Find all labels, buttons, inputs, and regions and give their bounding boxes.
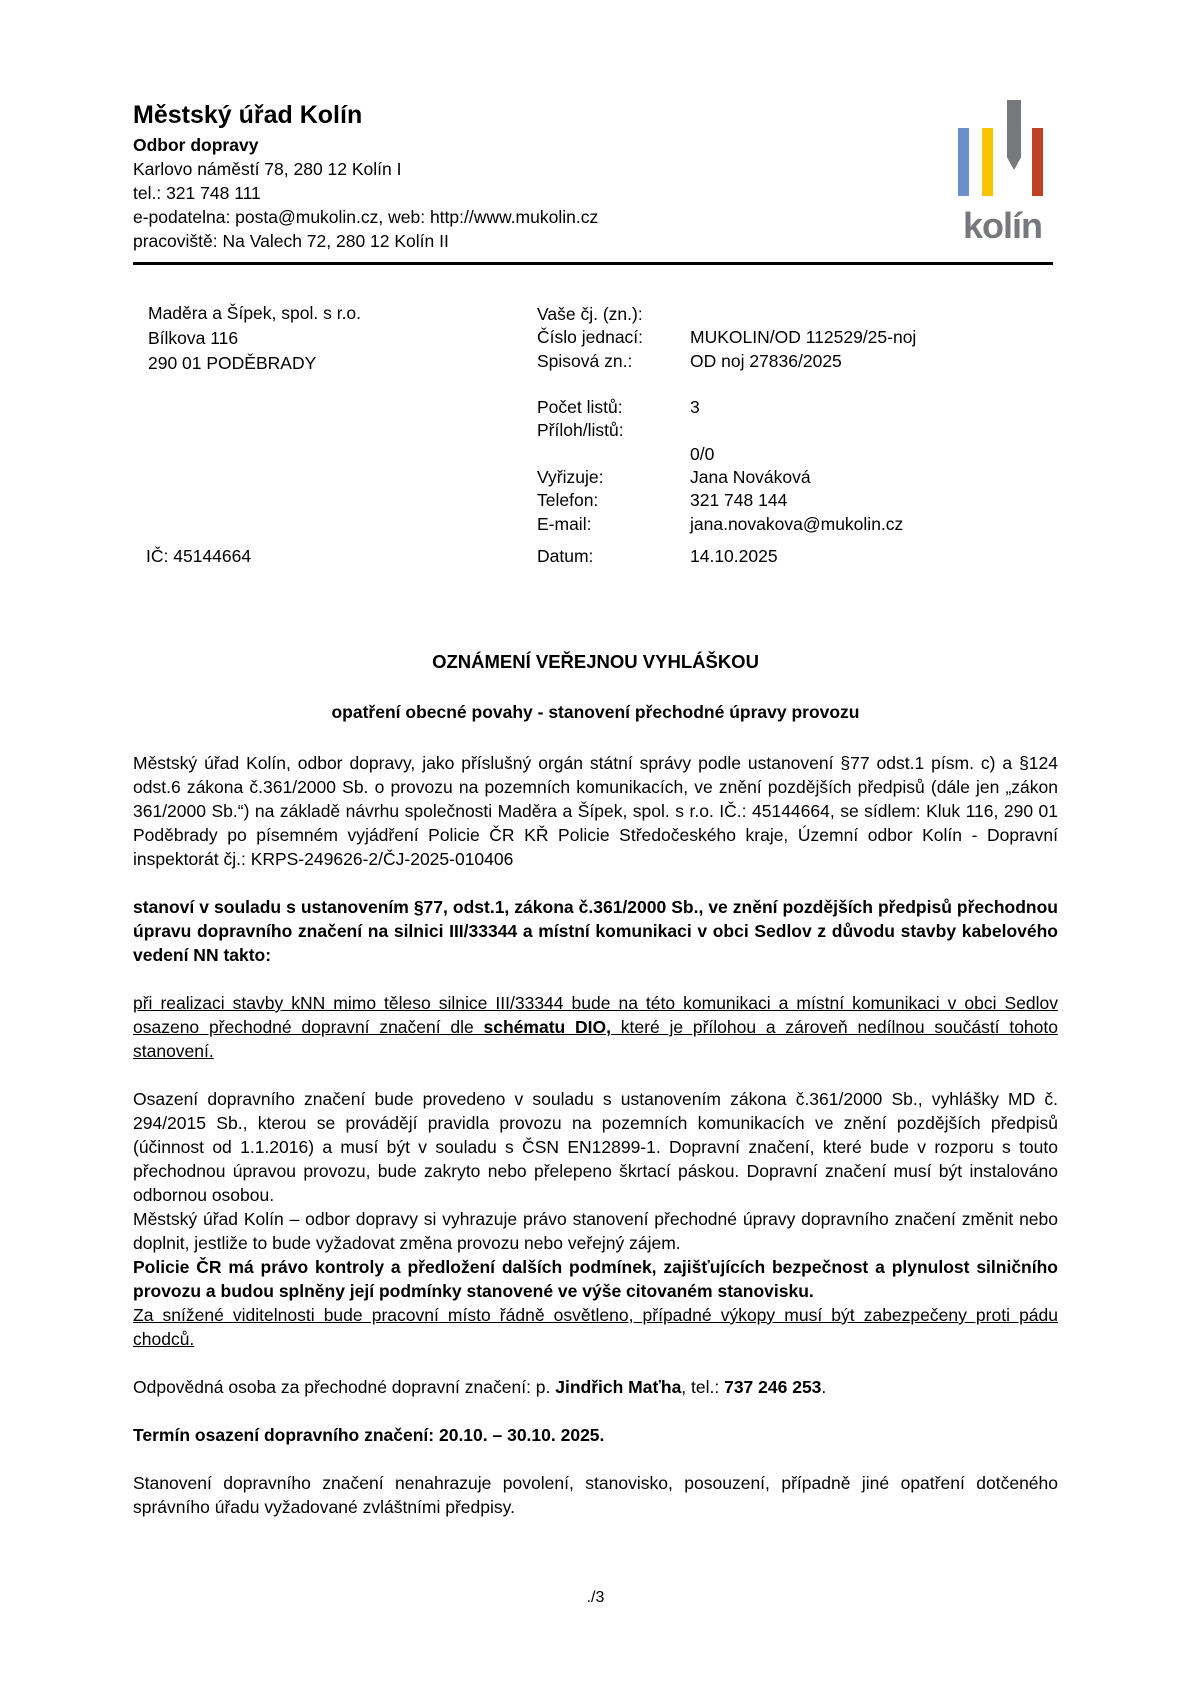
notice-body (133, 650, 1058, 1543)
company-id: IČ: 45144664 (146, 546, 252, 566)
responsible-person-line (133, 1375, 1058, 1399)
reference-label: Telefon: (537, 490, 599, 511)
reference-label (537, 373, 690, 396)
reference-row (537, 373, 916, 396)
reference-value: 321 748 144 (690, 490, 788, 511)
recipient-line: Maděra a Šípek, spol. s r.o. (148, 303, 362, 323)
responsible-person-text: , tel.: (681, 1377, 725, 1397)
logo-bar-blue (958, 128, 969, 196)
paragraph-dio-text: při realizaci stavby kNN mimo těleso silnice III/33344 bude na této komunikaci a místní komunikaci v obci Sedlov osazeno přechodné dopravní značení dle (133, 993, 1058, 1037)
responsible-person-text: . (821, 1377, 827, 1397)
reference-value: MUKOLIN/OD 112529/25-noj (690, 327, 917, 348)
date-value: 14.10.2025 (690, 546, 778, 566)
recipient-block (148, 301, 361, 376)
paragraph-conditions: Osazení dopravního značení bude provedeno v souladu s ustanovením zákona č.361/2000 Sb., vyhlášky MD č. 294/2015 Sb., kterou se provádějí pravidla provozu na pozemních komunikacích ve znění pozdějších předpisů (účinnost od 1.1.2016) a musí být v souladu s ČSN EN12899-1. Dopravní značení, které bude v rozporu s touto přechodnou úpravou provozu, bude zakryto nebo přelepeno škrtací páskou. Dopravní značení musí být instalováno odbornou osobou. (133, 1089, 1058, 1205)
reference-row (537, 443, 916, 466)
reference-row (537, 489, 916, 512)
reference-label (537, 443, 690, 466)
header-divider (133, 262, 1053, 265)
reference-row (537, 466, 916, 489)
reference-value (690, 419, 916, 442)
department-name: Odbor dopravy (133, 135, 259, 155)
office-address: Karlovo náměstí 78, 280 12 Kolín I (133, 159, 402, 179)
notice-subtitle: opatření obecné povahy - stanovení přechodné úpravy provozu (331, 702, 860, 722)
paragraph-intro: Městský úřad Kolín, odbor dopravy, jako příslušný orgán státní správy podle ustanovení §77 odst.1 písm. c) a §124 odst.6 zákona č.361/2000 Sb. o provozu na pozemních komunikacích, ve znění pozdějších předpisů (dále jen „zákon 361/2000 Sb.“) na základě návrhu společnosti Maděra a Šípek, spol. s r.o. IČ.: 45144664, se sídlem: Kluk 116, 290 01 Poděbrady po písemném vyjádření Policie ČR KŘ Policie Středočeského kraje, Územní odbor Kolín - Dopravní inspektorát čj.: KRPS-249626-2/ČJ-2025-010406 (133, 753, 1058, 869)
reference-label: Spisová zn.: (537, 350, 633, 371)
office-phone: tel.: 321 748 111 (133, 183, 261, 203)
paragraph-police: Policie ČR má právo kontroly a předložení dalších podmínek, zajišťujících bezpečnost a plynulost silničního provozu a budou splněny její podmínky stanovené ve výše citovaném stanovisku. (133, 1257, 1058, 1301)
reference-row (537, 303, 916, 326)
logo-bar-gray (1007, 100, 1021, 170)
responsible-person-name: Jindřich Maťha (555, 1377, 682, 1397)
reference-row (537, 419, 916, 442)
notice-title: OZNÁMENÍ VEŘEJNOU VYHLÁŠKOU (432, 651, 759, 672)
logo-bar-red (1032, 128, 1043, 196)
reference-value: 0/0 (690, 443, 715, 464)
logo-bar-yellow (982, 128, 993, 196)
recipient-line: Bílkova 116 (148, 328, 239, 348)
paragraph-reservation: Městský úřad Kolín – odbor dopravy si vyhrazuje právo stanovení přechodné úpravy dopravního značení změnit nebo doplnit, jestliže to bude vyžadovat změna provozu nebo veřejný zájem. (133, 1209, 1058, 1253)
reference-row (537, 326, 916, 349)
reference-label: E-mail: (537, 513, 592, 534)
recipient-line: 290 01 PODĚBRADY (148, 353, 317, 373)
paragraph-dio-text: které je přílohou a zároveň nedílnou součástí tohoto stanovení. (133, 1017, 1058, 1061)
reference-block (537, 303, 916, 536)
paragraph-dio (133, 991, 1058, 1063)
responsible-person-phone: 737 246 253 (724, 1377, 822, 1397)
letterhead (133, 100, 598, 253)
reference-row (537, 396, 916, 419)
deadline-line: Termín osazení dopravního značení: 20.10. – 30.10. 2025. (133, 1425, 605, 1445)
logo-wordmark: kolín (962, 205, 1042, 246)
office-contact: e-podatelna: posta@mukolin.cz, web: http://www.mukolin.cz (133, 207, 599, 227)
reference-value: jana.novakova@mukolin.cz (690, 513, 904, 534)
paragraph-disclaimer: Stanovení dopravního značení nenahrazuje povolení, stanovisko, posouzení, případně jiné opatření dotčeného správního úřadu vyžadované zvláštními předpisy. (133, 1473, 1058, 1517)
reference-label: Číslo jednací: (537, 327, 644, 348)
date-label: Datum: (537, 546, 594, 566)
reference-value: OD noj 27836/2025 (690, 350, 842, 371)
paragraph-ruling: stanoví v souladu s ustanovením §77, odst.1, zákona č.361/2000 Sb., ve znění pozdějších předpisů přechodnou úpravu dopravního značení na silnici III/33344 a místní komunikaci v obci Sedlov z důvodu stavby kabelového vedení NN takto: (133, 897, 1058, 965)
reference-value: 3 (690, 397, 700, 418)
reference-label: Vyřizuje: (537, 467, 604, 488)
reference-row (537, 350, 916, 373)
city-logo-icon (955, 95, 1050, 196)
office-name: Městský úřad Kolín (133, 101, 363, 129)
city-logo (955, 95, 1050, 246)
reference-label: Vaše čj. (zn.): (537, 304, 643, 324)
reference-label: Příloh/listů: (537, 420, 624, 441)
responsible-person-text: Odpovědná osoba za přechodné dopravní značení: p. (133, 1377, 556, 1397)
paragraph-dio-schema: schématu DIO, (483, 1017, 611, 1037)
reference-label: Počet listů: (537, 397, 623, 418)
reference-value (690, 373, 916, 396)
page-number: ./3 (586, 1589, 605, 1606)
reference-value (690, 303, 916, 326)
office-workplace: pracoviště: Na Valech 72, 280 12 Kolín II (133, 231, 449, 251)
reference-row (537, 513, 916, 536)
reference-value: Jana Nováková (690, 467, 811, 488)
paragraph-visibility: Za snížené viditelnosti bude pracovní místo řádně osvětleno, případné výkopy musí být zabezpečeny proti pádu chodců. (133, 1305, 1058, 1349)
